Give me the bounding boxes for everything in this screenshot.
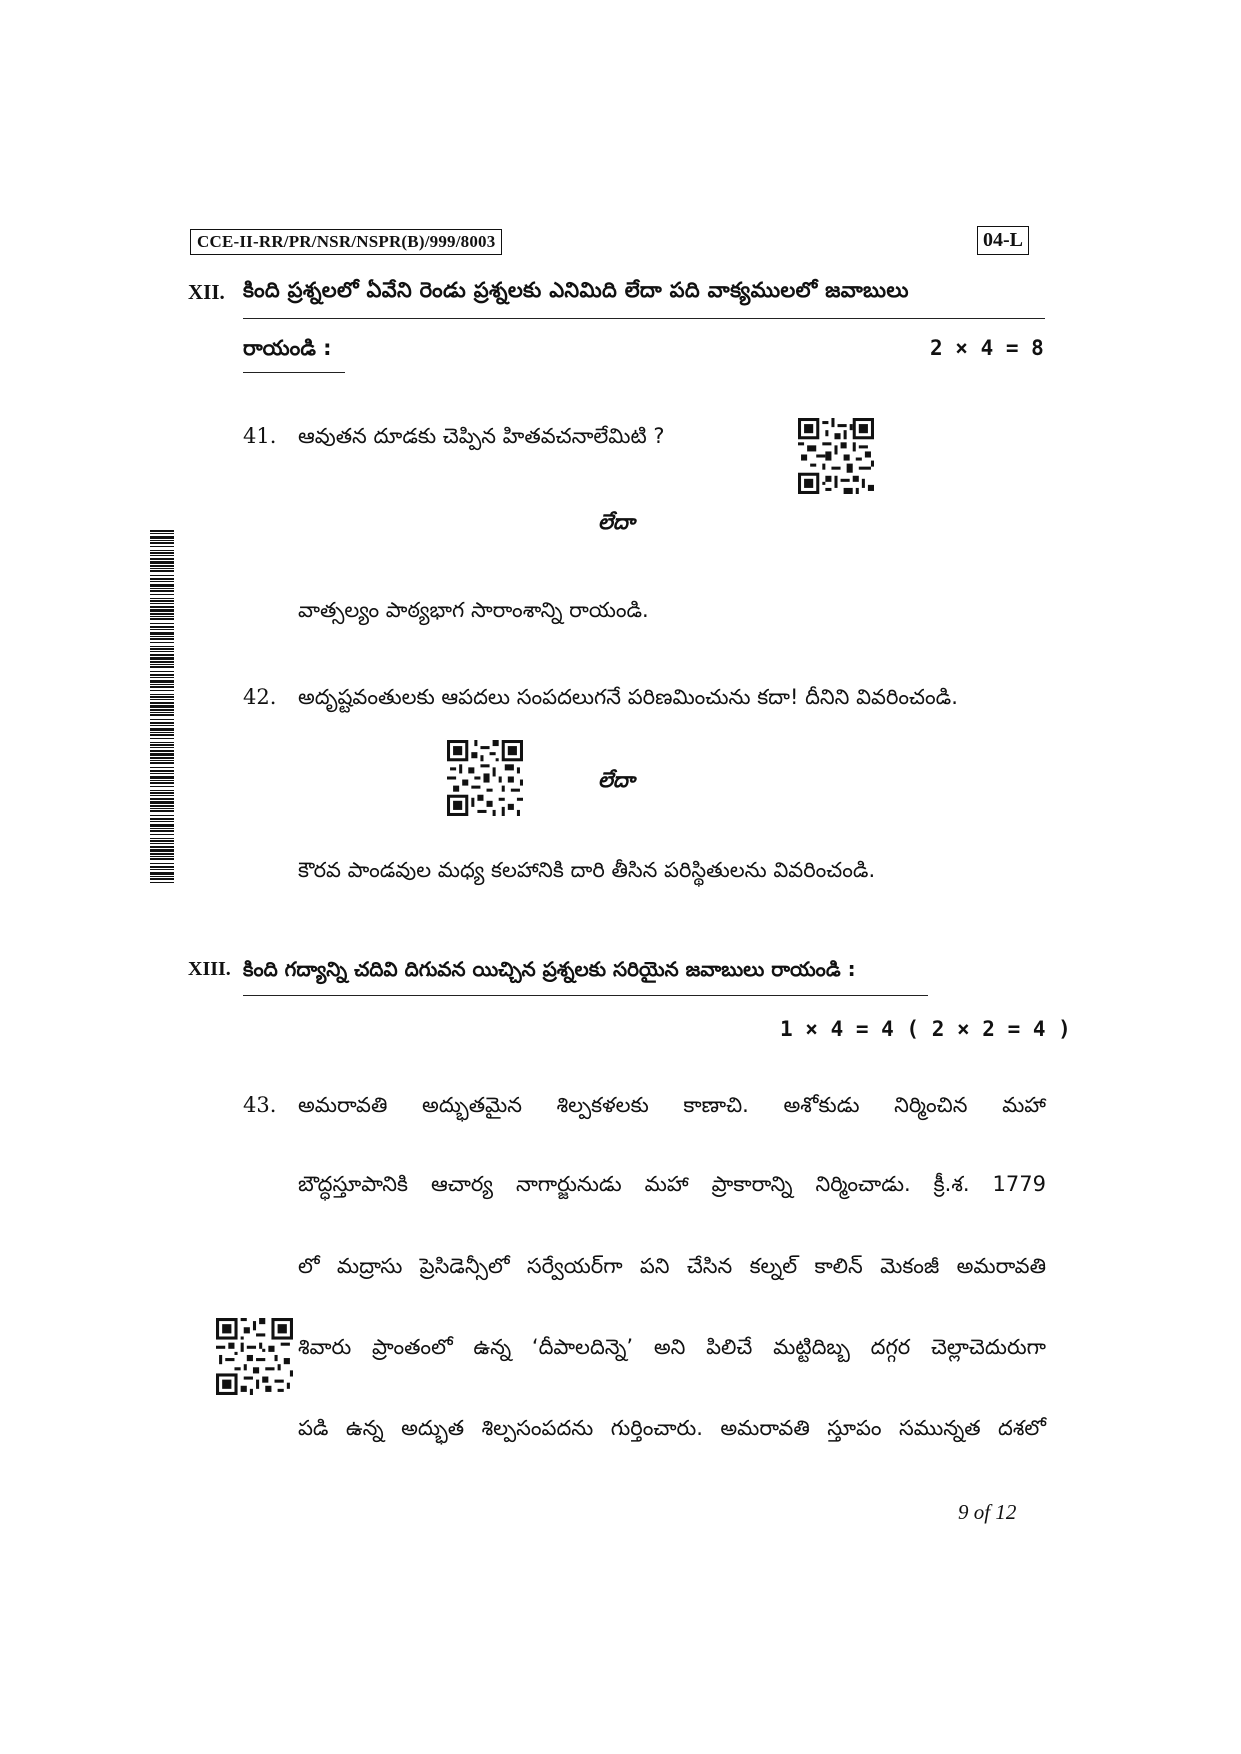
question-42-alternative: కౌరవ పాండవుల మధ్య కలహానికి దారి తీసిన పరిస్థితులను వివరించండి. <box>298 858 876 882</box>
set-code: 04-L <box>977 226 1029 255</box>
qr-code-icon <box>447 740 523 816</box>
passage-line: అమరావతి అద్భుతమైన శిల్పకళలకు కాణాచి. అశోకుడు నిర్మించిన మహా <box>298 1093 1046 1117</box>
passage-line: లో మద్రాసు ప్రెసిడెన్సీలో సర్వేయర్‌గా పని చేసిన కల్నల్ కాలిన్ మెకంజీ అమరావతి <box>298 1254 1046 1278</box>
section-xiii-marks: 1 × 4 = 4 ( 2 × 2 = 4 ) <box>780 1017 1071 1041</box>
question-41-alternative: వాత్సల్యం పాఠ్యభాగ సారాంశాన్ని రాయండి. <box>298 598 649 622</box>
section-xii-underline <box>243 318 1045 319</box>
question-42-text: అదృష్టవంతులకు ఆపదలు సంపదలుగనే పరిణమించును కదా! దీనిని వివరించండి. <box>298 685 958 709</box>
section-xii-underline-short <box>243 372 345 373</box>
section-xii-number: XII. <box>188 280 225 304</box>
question-43-number: 43. <box>243 1093 277 1117</box>
qr-code-icon <box>216 1318 293 1395</box>
question-41-text: ఆవుతన దూడకు చెప్పిన హితవచనాలేమిటి ? <box>298 424 665 448</box>
passage-line: బౌద్ధస్తూపానికి ఆచార్య నాగార్జునుడు మహా ప్రాకారాన్ని నిర్మించాడు. క్రీ.శ. 1779 <box>298 1172 1046 1196</box>
passage-line: పడి ఉన్న అద్భుత శిల్పసంపదను గుర్తించారు. అమరావతి స్తూపం సమున్నత దశలో <box>298 1416 1046 1440</box>
qr-code-icon <box>798 418 874 494</box>
page-number: 9 of 12 <box>958 1500 1017 1524</box>
barcode-icon <box>150 530 174 885</box>
question-42-or-label: లేదా <box>598 768 635 792</box>
question-42-number: 42. <box>243 685 277 709</box>
section-xii-instruction: కింది ప్రశ్నలలో ఏవేని రెండు ప్రశ్నలకు ఎనిమిది లేదా పది వాక్యములలో జవాబులు <box>243 278 909 302</box>
section-xii-instruction-cont: రాయండి : <box>243 336 332 360</box>
passage-line: శివారు ప్రాంతంలో ఉన్న ‘దీపాలదిన్నె’ అని పిలిచే మట్టిదిబ్బ దగ్గర చెల్లాచెదురుగా <box>298 1335 1046 1359</box>
section-xiii-number: XIII. <box>188 958 231 980</box>
question-41-or-label: లేదా <box>598 510 635 534</box>
question-41-number: 41. <box>243 424 277 448</box>
section-xiii-underline <box>243 995 928 996</box>
section-xiii-instruction: కింది గద్యాన్ని చదివి దిగువన యిచ్చిన ప్రశ్నలకు సరియైన జవాబులు రాయండి : <box>243 957 856 981</box>
section-xii-marks: 2 × 4 = 8 <box>930 336 1044 360</box>
paper-code: CCE-II-RR/PR/NSR/NSPR(B)/999/8003 <box>190 229 502 255</box>
